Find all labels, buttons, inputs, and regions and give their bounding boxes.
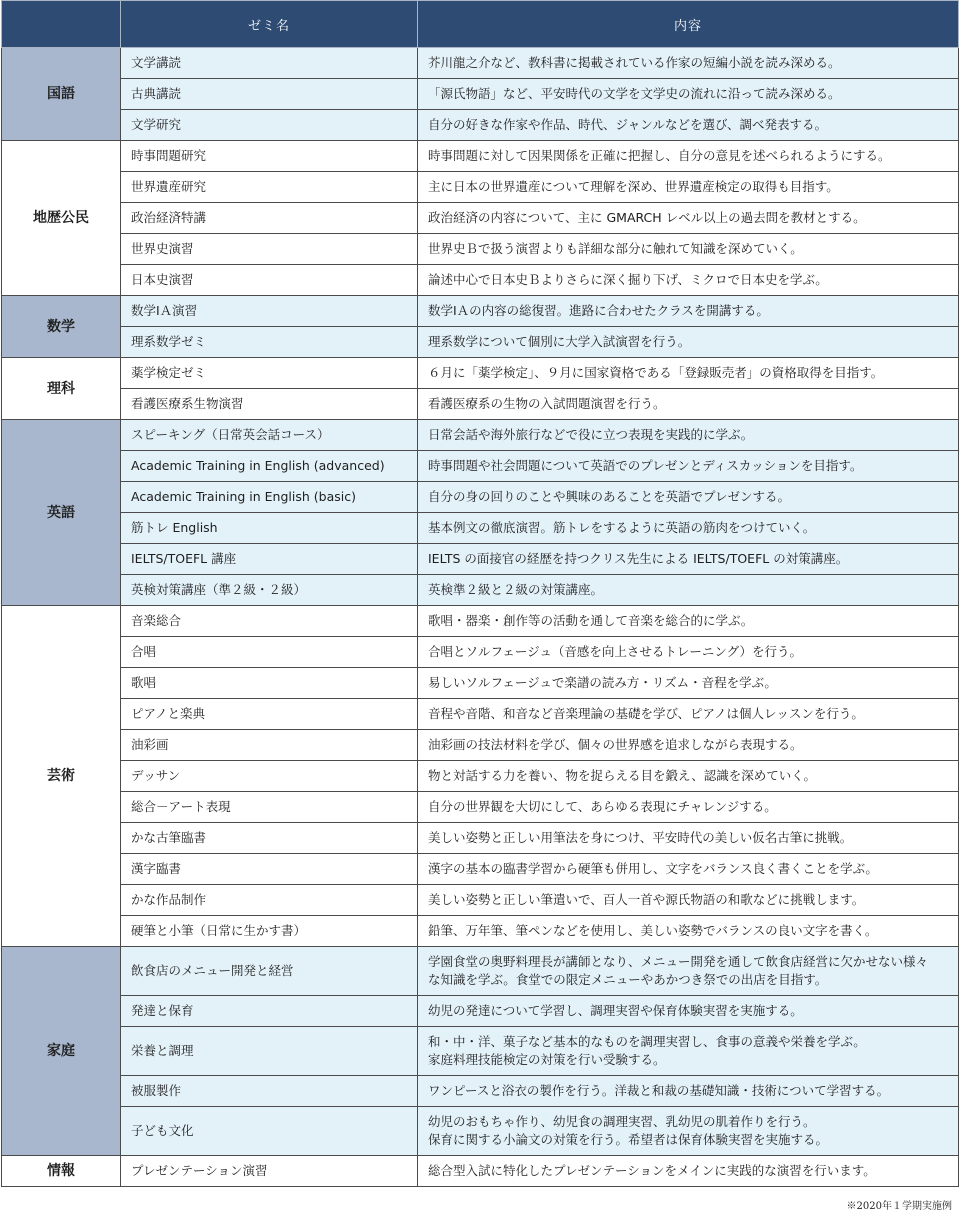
subject-cell: 数学 [2, 296, 121, 358]
table-row [2, 141, 959, 172]
content-cell: 総合型入試に特化したプレゼンテーションをメインに実践的な演習を行います。 [418, 1156, 959, 1187]
content-cell: 自分の世界観を大切にして、あらゆる表現にチャレンジする。 [418, 792, 959, 823]
content-cell: 物と対話する力を養い、物を捉らえる目を鍛え、認識を深めていく。 [418, 761, 959, 792]
zemi-name-cell: 栄養と調理 [121, 1027, 418, 1076]
content-cell: 幼児の発達について学習し、調理実習や保育体験実習を実施する。 [418, 996, 959, 1027]
table-header-row [2, 1, 959, 48]
zemi-name-cell: 漢字臨書 [121, 854, 418, 885]
table-row [2, 668, 959, 699]
content-cell: 理系数学について個別に大学入試演習を行う。 [418, 327, 959, 358]
table-row [2, 296, 959, 327]
table-row [2, 358, 959, 389]
table-row [2, 947, 959, 996]
zemi-name-cell: 理系数学ゼミ [121, 327, 418, 358]
zemi-name-cell: Academic Training in English (basic) [121, 482, 418, 513]
content-cell: 基本例文の徹底演習。筋トレをするように英語の筋肉をつけていく。 [418, 513, 959, 544]
content-cell: 「源氏物語」など、平安時代の文学を文学史の流れに沿って読み深める。 [418, 79, 959, 110]
content-cell: 政治経済の内容について、主に GMARCH レベル以上の過去問を教材とする。 [418, 203, 959, 234]
zemi-name-column-header: ゼミ名 [121, 1, 418, 48]
table-row [2, 234, 959, 265]
table-row [2, 79, 959, 110]
content-cell: ６月に「薬学検定」、９月に国家資格である「登録販売者」の資格取得を目指す。 [418, 358, 959, 389]
content-cell: 学園食堂の奥野料理長が講師となり、メニュー開発を通して飲食店経営に欠かせない様々 な知識を学ぶ。食堂での限定メニューやあかつき祭での出店を目指す。 [418, 947, 959, 996]
content-cell: 音程や音階、和音など音楽理論の基礎を学び、ピアノは個人レッスンを行う。 [418, 699, 959, 730]
subject-cell: 情報 [2, 1156, 121, 1187]
subject-cell: 地歴公民 [2, 141, 121, 296]
zemi-name-cell: 発達と保育 [121, 996, 418, 1027]
zemi-name-cell: 政治経済特講 [121, 203, 418, 234]
table-row [2, 854, 959, 885]
table-row [2, 110, 959, 141]
zemi-name-cell: かな古筆臨書 [121, 823, 418, 854]
zemi-name-cell: デッサン [121, 761, 418, 792]
table-row [2, 1027, 959, 1076]
zemi-name-cell: 文学研究 [121, 110, 418, 141]
table-row [2, 327, 959, 358]
table-row [2, 451, 959, 482]
zemi-name-cell: IELTS/TOEFL 講座 [121, 544, 418, 575]
table-row [2, 637, 959, 668]
content-cell: 油彩画の技法材料を学び、個々の世界感を追求しながら表現する。 [418, 730, 959, 761]
content-cell: 主に日本の世界遺産について理解を深め、世界遺産検定の取得も目指す。 [418, 172, 959, 203]
zemi-name-cell: 英検対策講座（準２級・２級） [121, 575, 418, 606]
subject-cell: 芸術 [2, 606, 121, 947]
content-cell: ワンピースと浴衣の製作を行う。洋裁と和裁の基礎知識・技術について学習する。 [418, 1076, 959, 1107]
content-cell: 幼児のおもちゃ作り、幼児食の調理実習、乳幼児の肌着作りを行う。 保育に関する小論文の対策を行う。希望者は保育体験実習を実施する。 [418, 1107, 959, 1156]
content-cell: 易しいソルフェージュで楽譜の読み方・リズム・音程を学ぶ。 [418, 668, 959, 699]
zemi-name-cell: 看護医療系生物演習 [121, 389, 418, 420]
zemi-name-cell: 世界遺産研究 [121, 172, 418, 203]
content-cell: 自分の身の回りのことや興味のあることを英語でプレゼンする。 [418, 482, 959, 513]
content-cell: 世界史Ｂで扱う演習よりも詳細な部分に触れて知識を深めていく。 [418, 234, 959, 265]
zemi-name-cell: スピーキング（日常英会話コース） [121, 420, 418, 451]
zemi-name-cell: 世界史演習 [121, 234, 418, 265]
table-row [2, 420, 959, 451]
subject-cell: 理科 [2, 358, 121, 420]
content-cell: 歌唱・器楽・創作等の活動を通して音楽を総合的に学ぶ。 [418, 606, 959, 637]
table-row [2, 761, 959, 792]
content-cell: IELTS の面接官の経歴を持つクリス先生による IELTS/TOEFL の対策講座。 [418, 544, 959, 575]
zemi-name-cell: 油彩画 [121, 730, 418, 761]
zemi-name-cell: プレゼンテーション演習 [121, 1156, 418, 1187]
table-row [2, 1156, 959, 1187]
content-cell: 時事問題や社会問題について英語でのプレゼンとディスカッションを目指す。 [418, 451, 959, 482]
table-row [2, 699, 959, 730]
subject-cell: 家庭 [2, 947, 121, 1156]
content-cell: 自分の好きな作家や作品、時代、ジャンルなどを選び、調べ発表する。 [418, 110, 959, 141]
zemi-name-cell: 歌唱 [121, 668, 418, 699]
table-row [2, 389, 959, 420]
content-cell: 美しい姿勢と正しい筆遣いで、百人一首や源氏物語の和歌などに挑戦します。 [418, 885, 959, 916]
table-row [2, 265, 959, 296]
zemi-name-cell: 文学講読 [121, 48, 418, 79]
table-row [2, 792, 959, 823]
zemi-name-cell: 日本史演習 [121, 265, 418, 296]
zemi-name-cell: 硬筆と小筆（日常に生かす書） [121, 916, 418, 947]
zemi-name-cell: Academic Training in English (advanced) [121, 451, 418, 482]
content-cell: 日常会話や海外旅行などで役に立つ表現を実践的に学ぶ。 [418, 420, 959, 451]
zemi-name-cell: 被服製作 [121, 1076, 418, 1107]
table-row [2, 1107, 959, 1156]
table-row [2, 48, 959, 79]
content-column-header: 内容 [418, 1, 959, 48]
content-cell: 漢字の基本の臨書学習から硬筆も併用し、文字をバランス良く書くことを学ぶ。 [418, 854, 959, 885]
zemi-name-cell: ピアノと楽典 [121, 699, 418, 730]
zemi-name-cell: 数学ⅠＡ演習 [121, 296, 418, 327]
zemi-name-cell: 薬学検定ゼミ [121, 358, 418, 389]
table-row [2, 730, 959, 761]
subject-cell: 英語 [2, 420, 121, 606]
table-row [2, 544, 959, 575]
table-row [2, 575, 959, 606]
content-cell: 時事問題に対して因果関係を正確に把握し、自分の意見を述べられるようにする。 [418, 141, 959, 172]
zemi-name-cell: かな作品制作 [121, 885, 418, 916]
table-row [2, 823, 959, 854]
content-cell: 和・中・洋、菓子など基本的なものを調理実習し、食事の意義や栄養を学ぶ。 家庭料理技能検定の対策を行い受験する。 [418, 1027, 959, 1076]
table-row [2, 1076, 959, 1107]
table-row [2, 885, 959, 916]
table-row [2, 482, 959, 513]
zemi-name-cell: 古典講読 [121, 79, 418, 110]
content-cell: 合唱とソルフェージュ（音感を向上させるトレーニング）を行う。 [418, 637, 959, 668]
content-cell: 数学ⅠＡの内容の総復習。進路に合わせたクラスを開講する。 [418, 296, 959, 327]
content-cell: 芥川龍之介など、教科書に掲載されている作家の短編小説を読み深める。 [418, 48, 959, 79]
table-row [2, 916, 959, 947]
seminar-table [1, 0, 959, 1187]
footnote: ※2020年１学期実施例 [846, 1201, 952, 1212]
zemi-name-cell: 音楽総合 [121, 606, 418, 637]
table-row [2, 606, 959, 637]
content-cell: 英検準２級と２級の対策講座。 [418, 575, 959, 606]
zemi-name-cell: 合唱 [121, 637, 418, 668]
subject-cell: 国語 [2, 48, 121, 141]
table-row [2, 513, 959, 544]
zemi-name-cell: 筋トレ English [121, 513, 418, 544]
zemi-name-cell: 子ども文化 [121, 1107, 418, 1156]
table-row [2, 203, 959, 234]
table-body [2, 48, 959, 1187]
content-cell: 看護医療系の生物の入試問題演習を行う。 [418, 389, 959, 420]
content-cell: 論述中心で日本史Ｂよりさらに深く掘り下げ、ミクロで日本史を学ぶ。 [418, 265, 959, 296]
zemi-name-cell: 時事問題研究 [121, 141, 418, 172]
zemi-name-cell: 飲食店のメニュー開発と経営 [121, 947, 418, 996]
table-row [2, 996, 959, 1027]
table-row [2, 172, 959, 203]
content-cell: 美しい姿勢と正しい用筆法を身につけ、平安時代の美しい仮名古筆に挑戦。 [418, 823, 959, 854]
content-cell: 鉛筆、万年筆、筆ペンなどを使用し、美しい姿勢でバランスの良い文字を書く。 [418, 916, 959, 947]
zemi-name-cell: 総合－アート表現 [121, 792, 418, 823]
subject-column-header [2, 1, 121, 48]
